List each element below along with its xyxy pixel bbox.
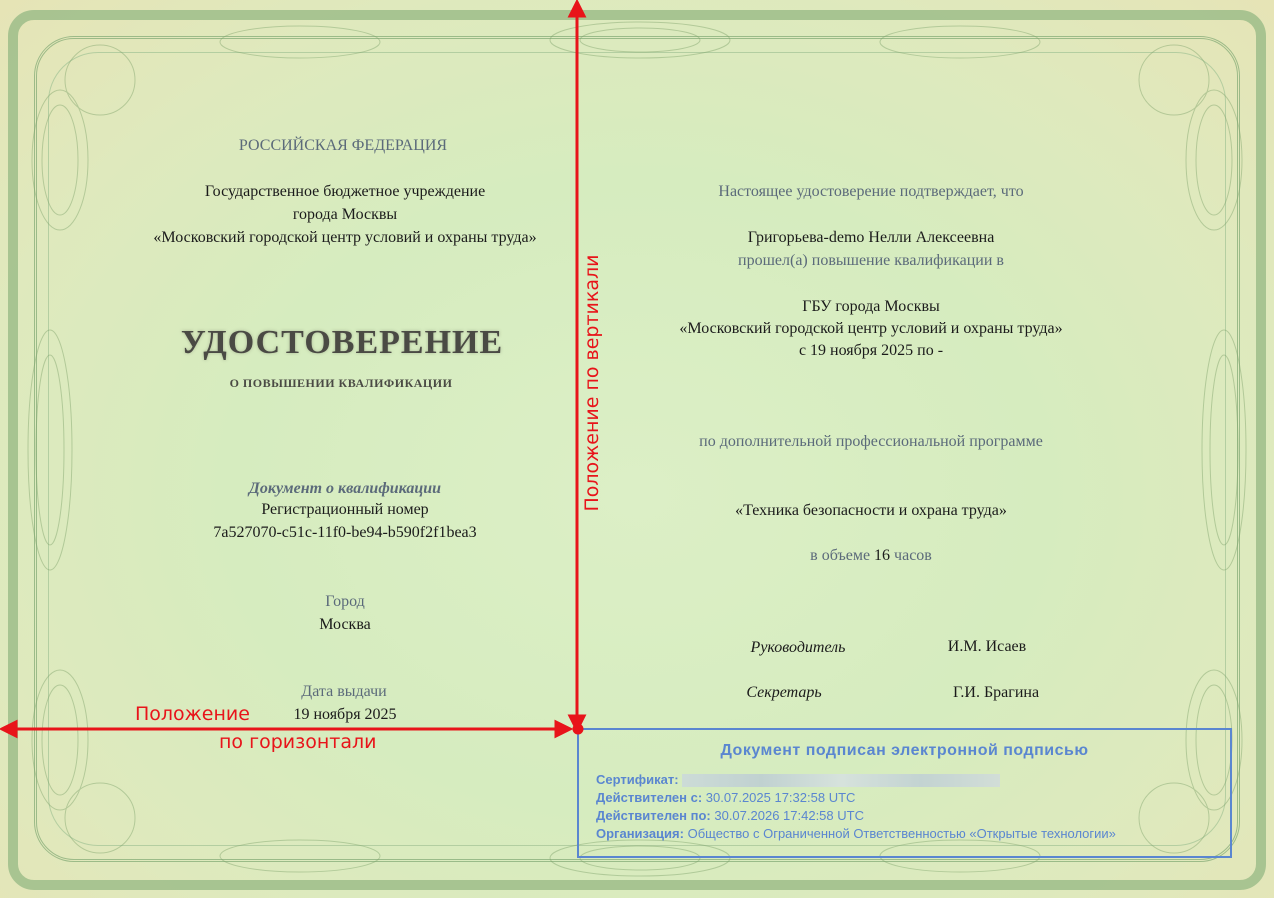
certificate-row (596, 772, 1000, 787)
valid-from-label: Действителен с: (596, 790, 703, 805)
issuer-line-2: «Московский городской центр условий и охраны труда» (679, 320, 1063, 337)
organization-row (596, 826, 1116, 841)
head-label: Руководитель (750, 639, 846, 656)
city-value: Москва (319, 616, 371, 633)
document-title: УДОСТОВЕРЕНИЕ (180, 324, 504, 361)
volume-line (810, 547, 932, 565)
org-line-2: города Москвы (292, 206, 398, 223)
valid-to-row (596, 808, 864, 823)
issue-date-value: 19 ноября 2025 (293, 706, 397, 723)
passed-text: прошел(а) повышение квалификации в (738, 252, 1004, 269)
certificate-redacted (682, 774, 1000, 787)
country-heading: РОССИЙСКАЯ ФЕДЕРАЦИЯ (238, 137, 448, 154)
valid-to-value: 30.07.2026 17:42:58 UTC (714, 808, 864, 823)
volume-suffix: часов (894, 547, 932, 564)
org-line-3: «Московский городской центр условий и охраны труда» (153, 229, 537, 246)
registration-number: 7a527070-c51c-11f0-be94-b590f2f1bea3 (213, 524, 477, 541)
organization-value: Общество с Ограниченной Ответственностью «Открытые технологии» (687, 826, 1116, 841)
valid-from-value: 30.07.2025 17:32:58 UTC (705, 790, 856, 805)
valid-to-label: Действителен по: (596, 808, 711, 823)
certificate-frame-line (48, 52, 1226, 846)
electronic-signature-box (577, 728, 1232, 858)
program-name: «Техника безопасности и охрана труда» (735, 502, 1007, 519)
horizontal-label-1: Положение (135, 703, 250, 725)
valid-from-row (596, 790, 855, 805)
confirm-text: Настоящее удостоверение подтверждает, что (718, 183, 1024, 200)
issue-date-label: Дата выдачи (301, 683, 387, 700)
secretary-label: Секретарь (746, 684, 822, 701)
vertical-label: Положение по вертикали (581, 254, 603, 512)
org-line-1: Государственное бюджетное учреждение (204, 183, 486, 200)
program-label: по дополнительной профессиональной программе (699, 433, 1043, 450)
registration-number-label: Регистрационный номер (261, 501, 429, 518)
secretary-name: Г.И. Брагина (952, 684, 1040, 701)
horizontal-label-2: по горизонтали (219, 731, 377, 753)
volume-hours: 16 (874, 547, 891, 564)
training-period: с 19 ноября 2025 по - (798, 342, 944, 359)
issuer-line-1: ГБУ города Москвы (802, 298, 940, 315)
signature-title: Документ подписан электронной подписью (720, 742, 1089, 759)
document-subtitle: О ПОВЫШЕНИИ КВАЛИФИКАЦИИ (229, 376, 453, 390)
qualification-doc-label: Документ о квалификации (248, 480, 442, 497)
volume-prefix: в объеме (810, 547, 871, 564)
head-name: И.М. Исаев (947, 638, 1027, 655)
organization-label: Организация: (596, 826, 684, 841)
person-name: Григорьева-demo Нелли Алексеевна (747, 229, 995, 246)
certificate-label: Сертификат: (596, 772, 679, 787)
city-label: Город (325, 593, 365, 610)
